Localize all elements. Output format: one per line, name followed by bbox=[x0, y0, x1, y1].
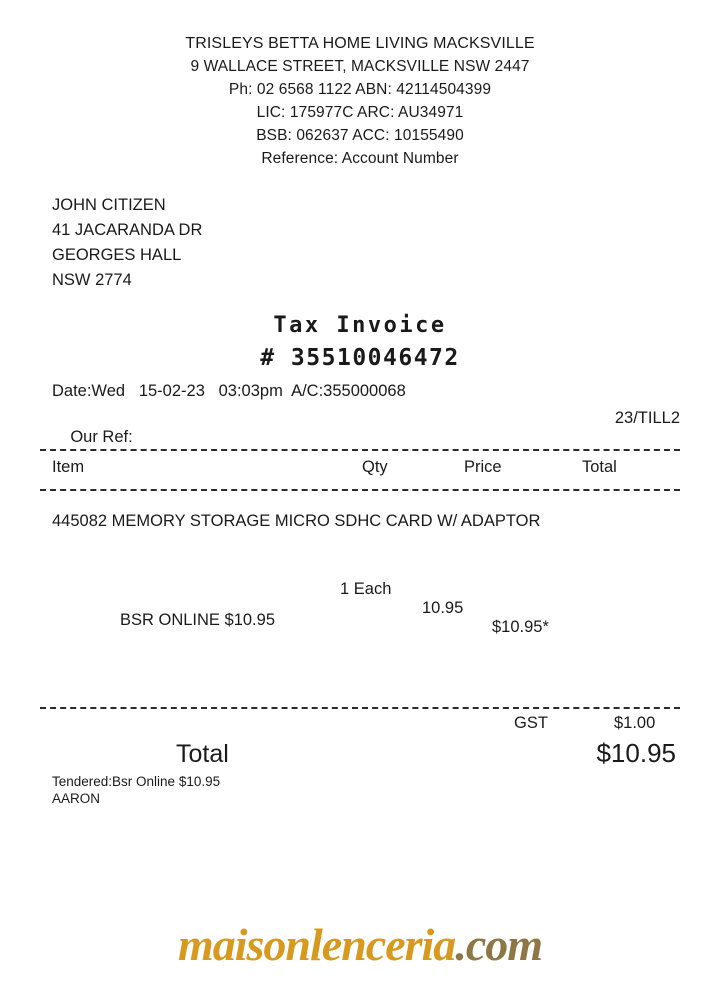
store-header bbox=[40, 32, 680, 170]
column-header-price: Price bbox=[464, 458, 502, 476]
row-price: 10.95 bbox=[422, 599, 464, 617]
operator-name: AARON bbox=[52, 791, 101, 806]
customer-name: JOHN CITIZEN bbox=[52, 196, 166, 214]
row-total: $10.95* bbox=[492, 618, 549, 636]
row-note: BSR ONLINE $10.95 bbox=[120, 611, 275, 629]
divider-top bbox=[40, 449, 680, 451]
our-ref-label: Our Ref: bbox=[70, 428, 133, 446]
till-identifier: 23/TILL2 bbox=[614, 409, 680, 427]
column-header-total: Total bbox=[582, 458, 617, 476]
watermark-tld: .com bbox=[455, 919, 543, 970]
store-header-line: 9 WALLACE STREET, MACKSVILLE NSW 2447 bbox=[190, 58, 530, 75]
customer-state-postcode: NSW 2774 bbox=[52, 271, 132, 289]
total-value: $10.95 bbox=[596, 738, 676, 768]
divider-totals bbox=[40, 707, 680, 709]
invoice-date-line: Date:Wed 15-02-23 03:03pm A/C:355000068 bbox=[52, 382, 406, 400]
total-label: Total bbox=[176, 740, 229, 768]
invoice-title: Tax Invoice bbox=[273, 313, 447, 338]
store-header-line: Ph: 02 6568 1122 ABN: 42114504399 bbox=[228, 81, 492, 98]
column-header-item: Item bbox=[52, 458, 85, 476]
store-header-line: Reference: Account Number bbox=[261, 150, 459, 167]
store-header-line: TRISLEYS BETTA HOME LIVING MACKSVILLE bbox=[185, 35, 535, 52]
customer-street: 41 JACARANDA DR bbox=[52, 221, 203, 239]
watermark-name: maisonlenceria bbox=[177, 919, 456, 970]
row-qty: 1 Each bbox=[340, 580, 392, 598]
gst-label: GST bbox=[514, 714, 548, 732]
customer-address bbox=[52, 193, 452, 293]
divider-header bbox=[40, 489, 680, 491]
column-header-qty: Qty bbox=[362, 458, 388, 476]
table-row: 445082 MEMORY STORAGE MICRO SDHC CARD W/ ADAPTOR bbox=[52, 512, 541, 530]
invoice-number: # 35510046472 bbox=[260, 345, 460, 371]
watermark bbox=[0, 918, 720, 971]
store-header-line: LIC: 175977C ARC: AU34971 bbox=[256, 104, 464, 121]
customer-suburb: GEORGES HALL bbox=[52, 246, 182, 264]
gst-value: $1.00 bbox=[614, 714, 656, 732]
store-header-line: BSB: 062637 ACC: 10155490 bbox=[256, 127, 464, 144]
table-row-values bbox=[52, 561, 676, 656]
tendered-line: Tendered:Bsr Online $10.95 bbox=[52, 774, 221, 789]
